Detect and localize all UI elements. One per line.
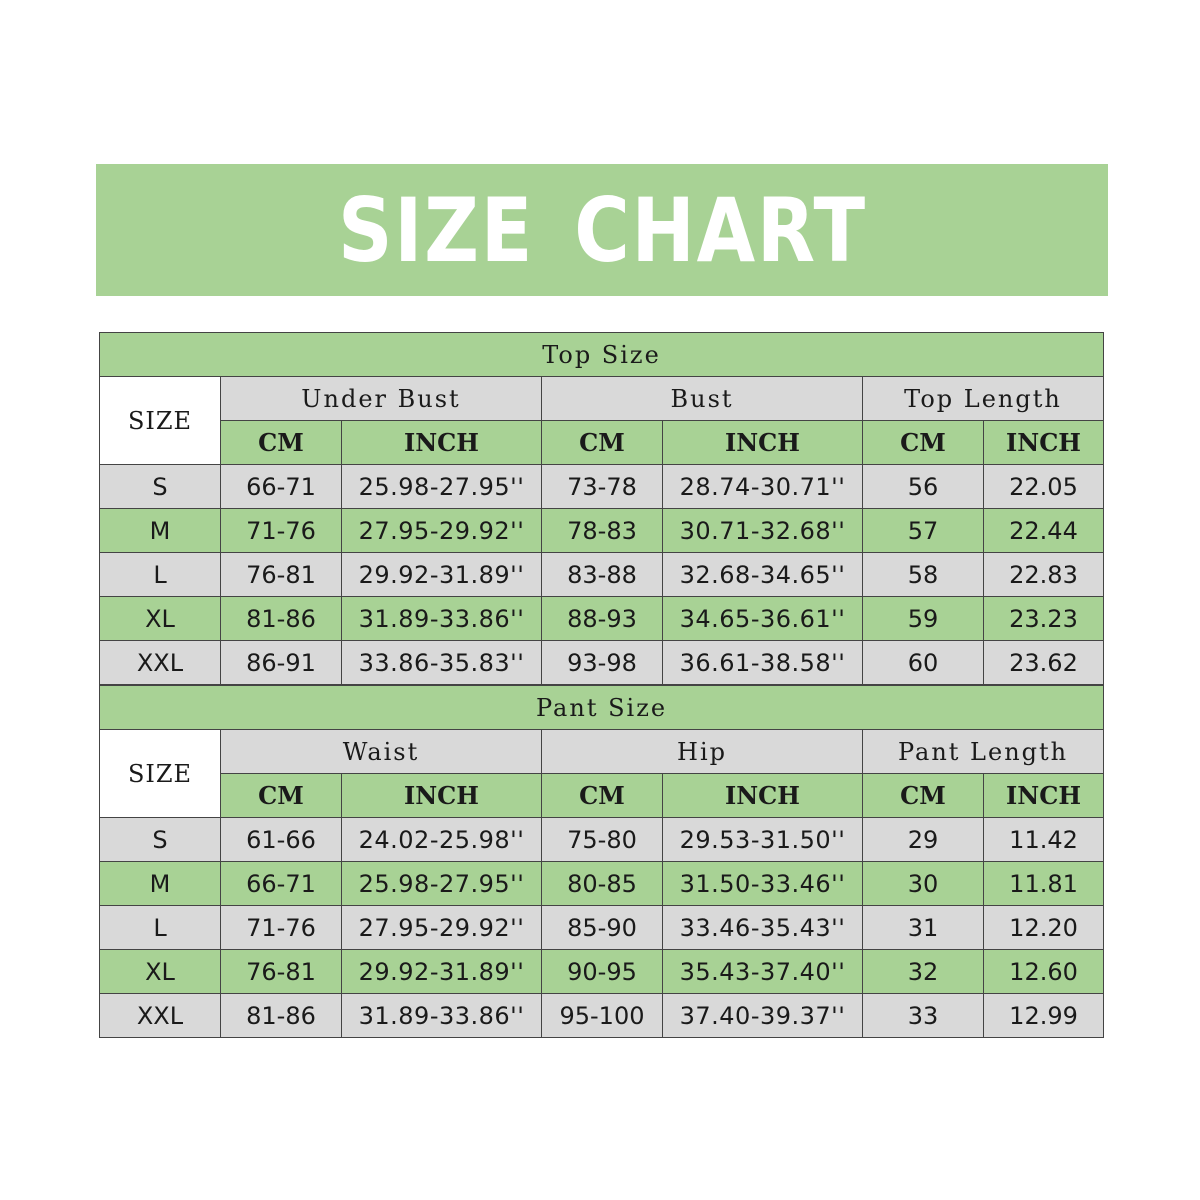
- table-cell: 93-98: [542, 641, 663, 685]
- table-cell: 78-83: [542, 509, 663, 553]
- table-row: [100, 641, 1104, 685]
- table-cell: 30.71-32.68'': [663, 509, 863, 553]
- table-cell: 23.62: [984, 641, 1104, 685]
- table-cell: 25.98-27.95'': [342, 862, 542, 906]
- unit-header-row: [100, 421, 1104, 465]
- table-cell: 66-71: [221, 862, 342, 906]
- table-cell: 85-90: [542, 906, 663, 950]
- table-cell: 88-93: [542, 597, 663, 641]
- size-cell: M: [100, 509, 221, 553]
- table-cell: 61-66: [221, 818, 342, 862]
- table-cell: 76-81: [221, 553, 342, 597]
- table-cell: 80-85: [542, 862, 663, 906]
- table-cell: 11.81: [984, 862, 1104, 906]
- pant-size-table: [99, 685, 1104, 1038]
- size-cell: XXL: [100, 994, 221, 1038]
- table-cell: 76-81: [221, 950, 342, 994]
- size-cell: L: [100, 906, 221, 950]
- table-cell: 33.86-35.83'': [342, 641, 542, 685]
- table-cell: 58: [863, 553, 984, 597]
- section-title: Pant Size: [100, 686, 1104, 730]
- table-cell: 66-71: [221, 465, 342, 509]
- unit-header: INCH: [342, 774, 542, 818]
- table-cell: 29.92-31.89'': [342, 950, 542, 994]
- size-cell: XL: [100, 597, 221, 641]
- table-cell: 81-86: [221, 597, 342, 641]
- table-cell: 33.46-35.43'': [663, 906, 863, 950]
- table-row: [100, 906, 1104, 950]
- page-title: SIZE CHART: [337, 178, 867, 282]
- table-cell: 36.61-38.58'': [663, 641, 863, 685]
- unit-header: CM: [221, 421, 342, 465]
- unit-header: CM: [221, 774, 342, 818]
- table-cell: 29.92-31.89'': [342, 553, 542, 597]
- table-cell: 12.20: [984, 906, 1104, 950]
- size-cell: XXL: [100, 641, 221, 685]
- size-column-header: SIZE: [100, 730, 221, 818]
- unit-header: INCH: [663, 774, 863, 818]
- table-row: [100, 862, 1104, 906]
- table-cell: 27.95-29.92'': [342, 509, 542, 553]
- unit-header: INCH: [984, 421, 1104, 465]
- table-cell: 71-76: [221, 906, 342, 950]
- table-cell: 22.05: [984, 465, 1104, 509]
- top-size-table: [99, 332, 1104, 685]
- measure-group-header: Pant Length: [863, 730, 1104, 774]
- table-cell: 81-86: [221, 994, 342, 1038]
- table-cell: 59: [863, 597, 984, 641]
- section-header-row: [100, 686, 1104, 730]
- table-cell: 73-78: [542, 465, 663, 509]
- table-cell: 23.23: [984, 597, 1104, 641]
- table-cell: 34.65-36.61'': [663, 597, 863, 641]
- unit-header: INCH: [663, 421, 863, 465]
- table-cell: 12.60: [984, 950, 1104, 994]
- size-column-header: SIZE: [100, 377, 221, 465]
- size-cell: L: [100, 553, 221, 597]
- unit-header: INCH: [342, 421, 542, 465]
- table-row: [100, 553, 1104, 597]
- table-cell: 31.89-33.86'': [342, 994, 542, 1038]
- table-cell: 32: [863, 950, 984, 994]
- table-row: [100, 950, 1104, 994]
- table-cell: 32.68-34.65'': [663, 553, 863, 597]
- unit-header: CM: [542, 421, 663, 465]
- table-cell: 57: [863, 509, 984, 553]
- table-cell: 90-95: [542, 950, 663, 994]
- table-cell: 35.43-37.40'': [663, 950, 863, 994]
- unit-header: CM: [863, 421, 984, 465]
- table-cell: 31: [863, 906, 984, 950]
- title-banner: [96, 164, 1108, 296]
- unit-header: CM: [863, 774, 984, 818]
- measure-group-header: Under Bust: [221, 377, 542, 421]
- table-cell: 31.89-33.86'': [342, 597, 542, 641]
- table-cell: 25.98-27.95'': [342, 465, 542, 509]
- measure-group-header: Bust: [542, 377, 863, 421]
- table-cell: 30: [863, 862, 984, 906]
- table-cell: 56: [863, 465, 984, 509]
- table-row: [100, 597, 1104, 641]
- table-cell: 37.40-39.37'': [663, 994, 863, 1038]
- table-cell: 71-76: [221, 509, 342, 553]
- group-header-row: [100, 377, 1104, 421]
- table-cell: 29.53-31.50'': [663, 818, 863, 862]
- group-header-row: [100, 730, 1104, 774]
- table-row: [100, 818, 1104, 862]
- table-cell: 83-88: [542, 553, 663, 597]
- table-cell: 27.95-29.92'': [342, 906, 542, 950]
- table-row: [100, 465, 1104, 509]
- table-cell: 11.42: [984, 818, 1104, 862]
- unit-header: CM: [542, 774, 663, 818]
- table-cell: 22.83: [984, 553, 1104, 597]
- measure-group-header: Top Length: [863, 377, 1104, 421]
- unit-header: INCH: [984, 774, 1104, 818]
- table-cell: 24.02-25.98'': [342, 818, 542, 862]
- size-cell: S: [100, 465, 221, 509]
- measure-group-header: Waist: [221, 730, 542, 774]
- table-cell: 60: [863, 641, 984, 685]
- table-cell: 33: [863, 994, 984, 1038]
- table-cell: 28.74-30.71'': [663, 465, 863, 509]
- table-cell: 95-100: [542, 994, 663, 1038]
- table-cell: 31.50-33.46'': [663, 862, 863, 906]
- table-cell: 12.99: [984, 994, 1104, 1038]
- section-header-row: [100, 333, 1104, 377]
- section-title: Top Size: [100, 333, 1104, 377]
- table-cell: 22.44: [984, 509, 1104, 553]
- table-cell: 75-80: [542, 818, 663, 862]
- table-cell: 86-91: [221, 641, 342, 685]
- table-row: [100, 509, 1104, 553]
- table-cell: 29: [863, 818, 984, 862]
- size-cell: M: [100, 862, 221, 906]
- size-cell: XL: [100, 950, 221, 994]
- unit-header-row: [100, 774, 1104, 818]
- measure-group-header: Hip: [542, 730, 863, 774]
- size-cell: S: [100, 818, 221, 862]
- table-row: [100, 994, 1104, 1038]
